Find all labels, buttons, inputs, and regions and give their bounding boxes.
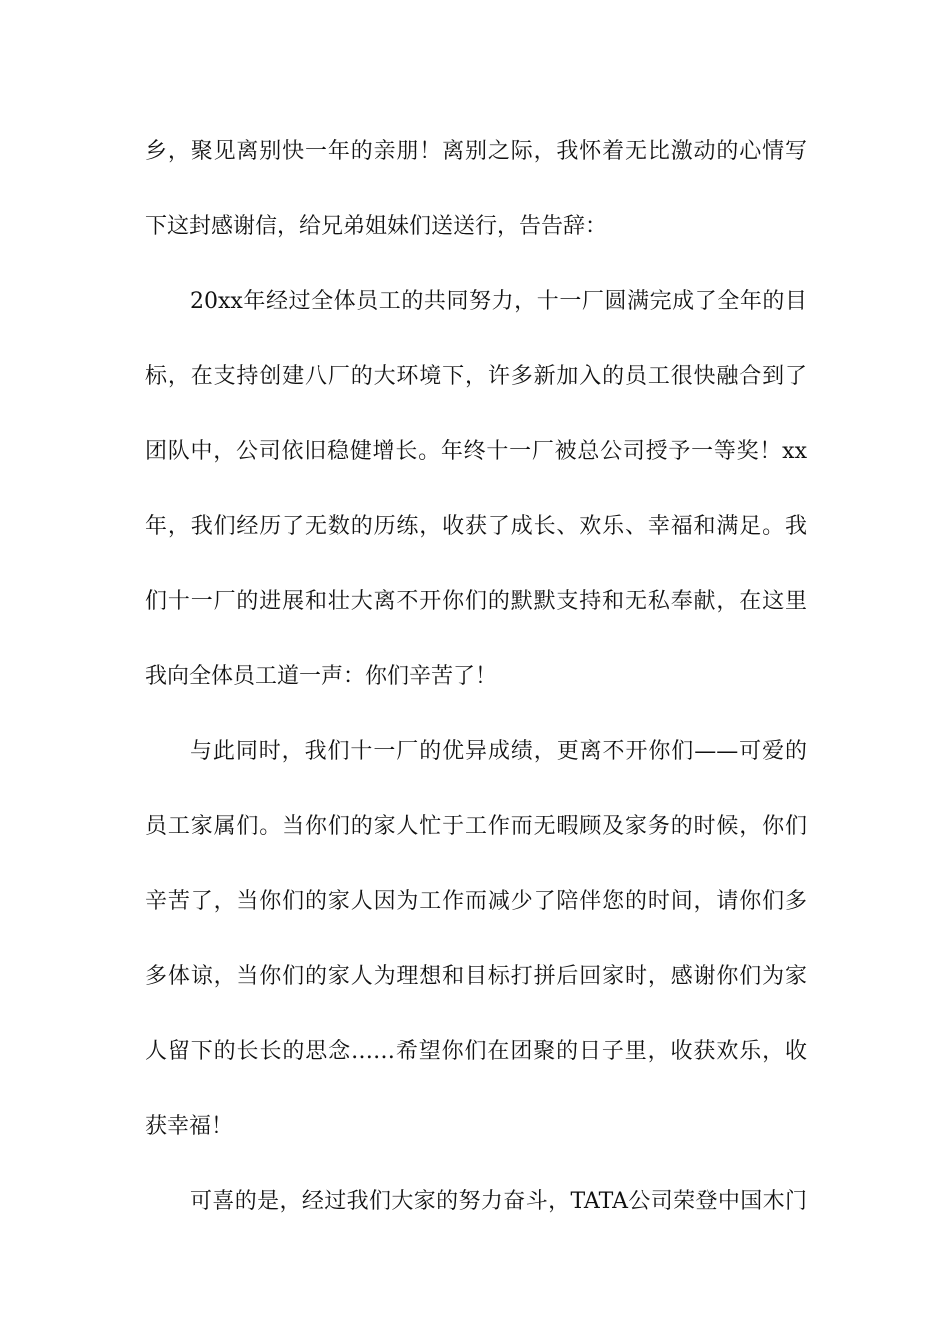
text-line: 下这封感谢信，给兄弟姐妹们送送行，告告辞： — [145, 214, 608, 239]
text-line: 团队中，公司依旧稳健增长。年终十一厂被总公司授予一等奖！xx — [145, 439, 807, 464]
text-line: 多体谅，当你们的家人为理想和目标打拼后回家时，感谢你们为家 — [145, 964, 807, 989]
text-line: 我向全体员工道一声：你们辛苦了！ — [145, 664, 498, 689]
text-line: 与此同时，我们十一厂的优异成绩，更离不开你们——可爱的 — [190, 739, 807, 764]
text-line: 20xx年经过全体员工的共同努力，十一厂圆满完成了全年的目 — [190, 289, 807, 314]
text-line: 人留下的长长的思念……希望你们在团聚的日子里，收获欢乐，收 — [145, 1039, 807, 1064]
text-line: 乡，聚见离别快一年的亲朋！离别之际，我怀着无比激动的心情写 — [145, 139, 807, 164]
text-line: 们十一厂的进展和壮大离不开你们的默默支持和无私奉献，在这里 — [145, 589, 807, 614]
text-line: 获幸福！ — [145, 1114, 234, 1139]
text-line: 标，在支持创建八厂的大环境下，许多新加入的员工很快融合到了 — [145, 364, 807, 389]
text-line: 可喜的是，经过我们大家的努力奋斗，TATA公司荣登中国木门 — [190, 1189, 807, 1214]
text-line: 员工家属们。当你们的家人忙于工作而无暇顾及家务的时候，你们 — [145, 814, 807, 839]
text-line: 年，我们经历了无数的历练，收获了成长、欢乐、幸福和满足。我 — [145, 514, 807, 539]
text-line: 辛苦了，当你们的家人因为工作而减少了陪伴您的时间，请你们多 — [145, 889, 807, 914]
letter-body — [145, 127, 807, 1252]
